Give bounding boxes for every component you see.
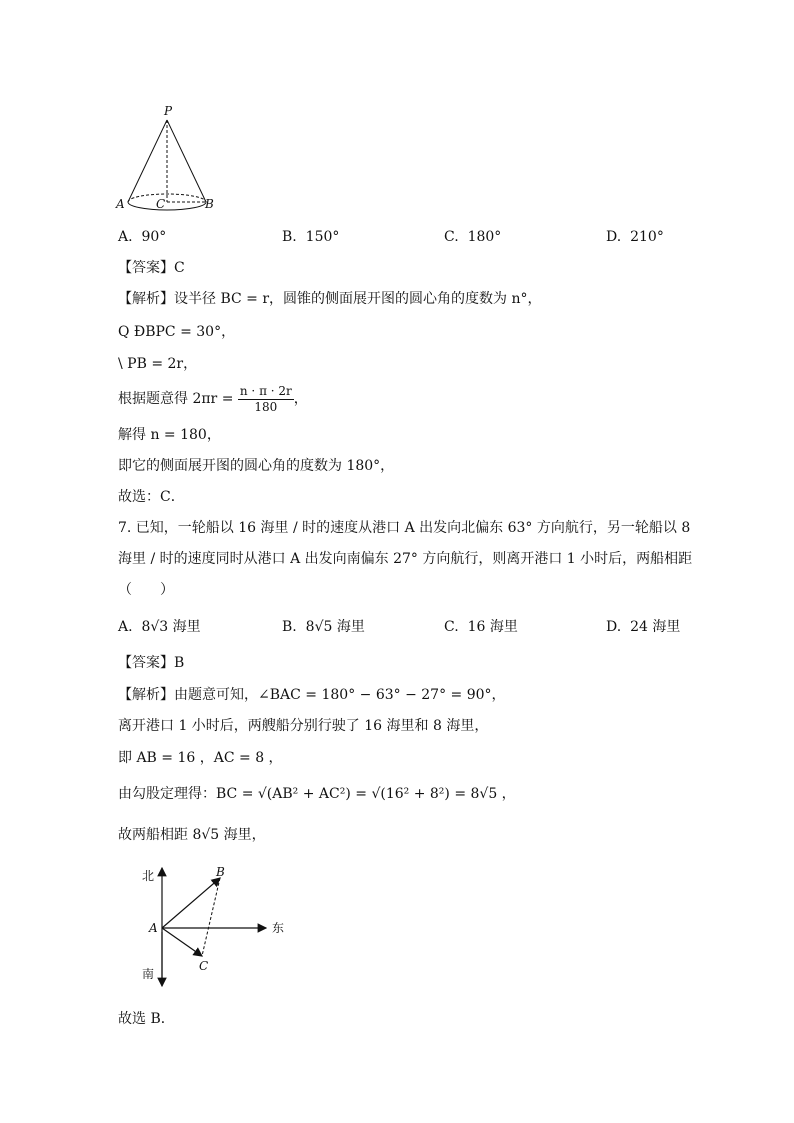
q7-analysis-line-4: 由勾股定理得：BC = √(AB² + AC²) = √(16² + 8²) = 8√5 ，: [118, 786, 516, 802]
q6-analysis-line-5: 解得 n = 180，: [118, 427, 221, 443]
q6-analysis-line-1: 【解析】设半径 BC = r，圆锥的侧面展开图的圆心角的度数为 n°，: [118, 291, 542, 307]
q6-option-b: B. 150°: [282, 229, 340, 245]
q7-analysis-line-3: 即 AB = 16 ，AC = 8 ，: [118, 750, 283, 766]
q6-fraction-numerator: n · π · 2r: [239, 383, 292, 398]
q7-analysis-line-2: 离开港口 1 小时后，两艘船分别行驶了 16 海里和 8 海里，: [118, 718, 489, 734]
compass-label-b: B: [216, 865, 225, 879]
q6-option-c: C. 180°: [444, 229, 502, 245]
q6-analysis-line-3: \ PB = 2r，: [118, 356, 198, 372]
cone-right-edge: [167, 120, 206, 202]
q7-analysis-line-1: 【解析】由题意可知，∠BAC = 180° − 63° − 27° = 90°，: [118, 687, 506, 703]
q6-analysis-line-4-prefix: 根据题意得 2πr =: [118, 391, 234, 407]
q6-option-d: D. 210°: [606, 229, 664, 245]
q7-option-b: B. 8√5 海里: [282, 619, 365, 635]
compass-label-c: C: [199, 959, 209, 973]
compass-east-label: 东: [272, 921, 285, 935]
q6-analysis-line-4-suffix: ，: [293, 391, 308, 407]
q6-analysis-line-4: [118, 380, 308, 418]
cone-base-front: [128, 202, 206, 210]
cone-label-p: P: [164, 104, 173, 118]
q6-analysis-line-6: 即它的侧面展开图的圆心角的度数为 180°，: [118, 458, 395, 474]
compass-south-label: 南: [142, 967, 155, 981]
q7-answer: 【答案】B: [118, 655, 185, 671]
q6-answer: 【答案】C: [118, 260, 185, 276]
q6-analysis-line-7: 故选：C．: [118, 489, 185, 505]
compass-label-a: A: [149, 921, 158, 935]
q6-analysis-line-2: Q ÐBPC = 30°，: [118, 324, 236, 340]
cone-label-b: B: [205, 197, 214, 211]
q6-option-a: A. 90°: [118, 229, 167, 245]
compass-figure: [138, 862, 298, 992]
vector-ab: [162, 878, 220, 928]
cone-label-c: C: [156, 197, 166, 211]
cone-left-edge: [128, 120, 167, 202]
q7-final-choice: 故选 B．: [118, 1011, 175, 1027]
q6-fraction: [238, 384, 294, 415]
q7-question-line-2: 海里 / 时的速度同时从港口 A 出发向南偏东 27° 方向航行，则离开港口 1 小时后，两船相距: [118, 551, 693, 567]
q6-fraction-denominator: 180: [254, 399, 278, 414]
cone-figure: [112, 98, 222, 216]
compass-north-label: 北: [142, 869, 155, 883]
q7-option-c: C. 16 海里: [444, 619, 518, 635]
cone-label-a: A: [116, 197, 125, 211]
vector-ac: [162, 928, 202, 956]
q7-analysis-line-5: 故两船相距 8√5 海里，: [118, 827, 266, 843]
q7-question-line-3: （ ）: [118, 582, 174, 598]
q7-option-d: D. 24 海里: [606, 619, 681, 635]
q7-question-line-1: 7. 已知，一轮船以 16 海里 / 时的速度从港口 A 出发向北偏东 63° 方向航行，另一轮船以 8: [118, 520, 691, 536]
q7-option-a: A. 8√3 海里: [118, 619, 201, 635]
segment-bc: [202, 878, 220, 956]
